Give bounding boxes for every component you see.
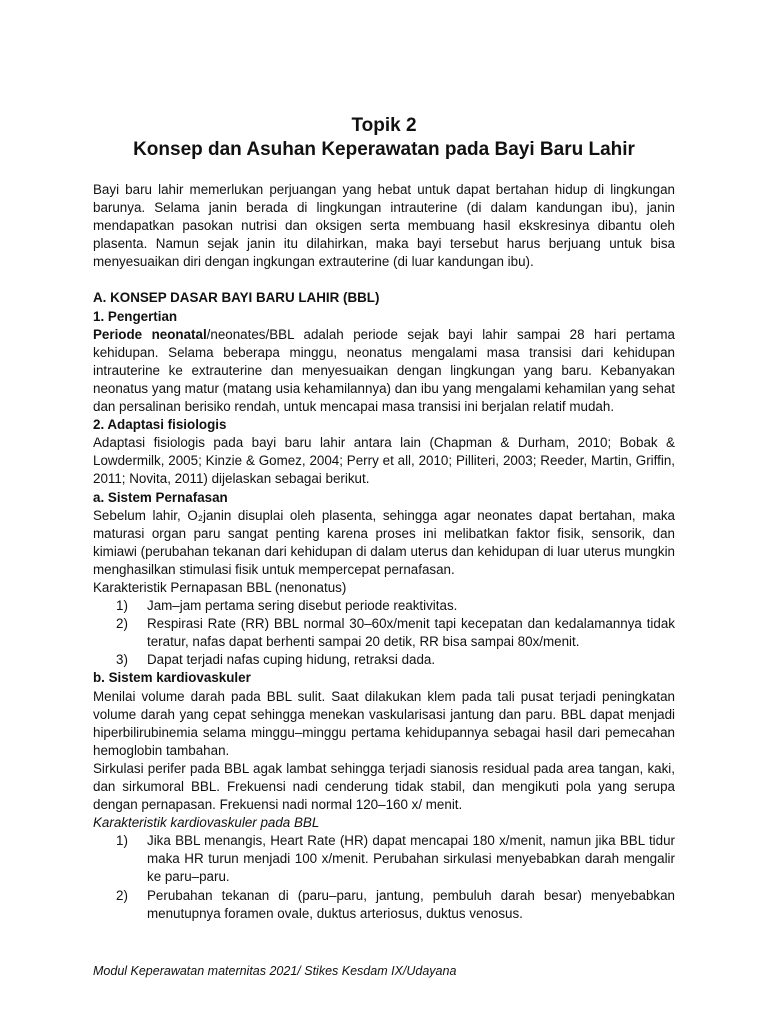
kardio-list-title: Karakteristik kardiovaskuler pada BBL xyxy=(93,815,320,831)
pernafasan-paragraph: Sebelum lahir, O₂janin disuplai oleh plasenta, sehingga agar neonates dapat bertahan, maka maturasi organ paru sangat penting karena proses ini melibatkan faktor fisik, sensorik, dan kimiawi (perubahan tekanan dari kehidupan di dalam uterus dan kehidupan di luar uterus mungkin menghasilkan stimulasi fisik untuk mempercepat pernafasan. xyxy=(93,507,675,577)
list-number: 1) xyxy=(116,833,128,849)
adaptasi-paragraph: Adaptasi fisiologis pada bayi baru lahir antara lain (Chapman & Durham, 2010; Bobak & Lowdermilk, 2005; Kinzie & Gomez, 2004; Perry et all, 2010; Pilliteri, 2003; Reeder, Martin, Griffin, 2011; Novita, 2011) dijelaskan sebagai berikut. xyxy=(93,435,675,487)
list-number: 1) xyxy=(116,598,128,614)
topic-number: Topik 2 xyxy=(351,115,417,136)
list-number: 3) xyxy=(116,652,128,668)
adaptasi-heading: 2. Adaptasi fisiologis xyxy=(93,417,227,433)
kardio-paragraph-2: Sirkulasi perifer pada BBL agak lambat sehingga terjadi sianosis residual pada area tangan, kaki, dan sirkumoral BBL. Frekuensi nadi cenderung tidak stabil, dan mengikuti pola yang serupa dengan pernapasan. Frekuensi nadi normal 120–160 x/ menit. xyxy=(93,760,675,813)
kardio-list xyxy=(93,832,675,922)
list-text: Jam–jam pertama sering disebut periode reaktivitas. xyxy=(147,598,458,614)
pengertian-paragraph xyxy=(93,326,675,416)
kardio-paragraph-1: Menilai volume darah pada BBL sulit. Saat dilakukan klem pada tali pusat terjadi peningkatan volume darah yang cepat sehingga menekan vaskularisasi jantung dan paru. BBL dapat menjadi hiperbilirubinemia selama minggu–minggu pertama kehidupannya sebagai hasil dari pemecahan hemoglobin tambahan. xyxy=(93,688,675,758)
list-item xyxy=(116,832,675,886)
kardio-heading: b. Sistem kardiovaskuler xyxy=(93,670,251,686)
list-number: 2) xyxy=(116,616,128,632)
list-item xyxy=(116,651,675,669)
list-item xyxy=(116,887,675,923)
pengertian-bold-lead: Periode neonatal xyxy=(93,326,207,342)
spacer xyxy=(93,271,675,289)
body-content xyxy=(93,181,675,923)
topic-title: Konsep dan Asuhan Keperawatan pada Bayi Baru Lahir xyxy=(133,139,635,160)
pernafasan-list xyxy=(93,597,675,669)
pernafasan-heading: a. Sistem Pernafasan xyxy=(93,489,228,505)
list-text: Perubahan tekanan di (paru–paru, jantung, pembuluh darah besar) menyebabkan menutupnya foramen ovale, duktus arteriosus, duktus venosus. xyxy=(147,887,675,921)
list-text: Dapat terjadi nafas cuping hidung, retraksi dada. xyxy=(147,652,436,668)
intro-paragraph: Bayi baru lahir memerlukan perjuangan yang hebat untuk dapat bertahan hidup di lingkungan barunya. Selama janin berada di lingkungan intrauterine (di dalam kandungan ibu), janin mendapatkan pasokan nutrisi dan oksigen serta membuang hasil ekskresinya dibantu oleh plasenta. Namun sejak janin itu dilahirkan, maka bayi tersebut harus berjuang untuk bisa menyesuaikan diri dengan ingkungan extrauterine (di luar kandungan ibu). xyxy=(93,182,675,270)
list-text: Jika BBL menangis, Heart Rate (HR) dapat mencapai 180 x/menit, namun jika BBL tidur maka HR turun menjadi 100 x/menit. Perubahan sirkulasi menyebabkan darah mengalir ke paru–paru. xyxy=(147,833,675,885)
list-text: Respirasi Rate (RR) BBL normal 30–60x/menit tapi kecepatan dan kedalamannya tidak teratur, nafas dapat berhenti sampai 20 detik, RR bisa sampai 80x/menit. xyxy=(147,616,675,650)
title-block xyxy=(0,114,768,162)
pengertian-heading: 1. Pengertian xyxy=(93,308,178,324)
section-a-heading: A. KONSEP DASAR BAYI BARU LAHIR (BBL) xyxy=(93,290,380,306)
list-item xyxy=(116,597,675,615)
pernafasan-list-title: Karakteristik Pernapasan BBL (nenonatus) xyxy=(93,579,347,595)
list-item xyxy=(116,615,675,651)
page-footer: Modul Keperawatan maternitas 2021/ Stikes Kesdam IX/Udayana xyxy=(93,964,457,978)
list-number: 2) xyxy=(116,887,128,903)
pengertian-text: /neonates/BBL adalah periode sejak bayi lahir sampai 28 hari pertama kehidupan. Selama beberapa minggu, neonatus mengalami masa transisi dari kehidupan intrauterine ke extrauterine dan menyesuaikan dengan lingkungan yang baru. Kebanyakan neonatus yang matur (matang usia kehamilannya) dan ibu yang mengalami kehamilan yang sehat dan persalinan berisiko rendah, untuk mencapai masa transisi ini berjalan relatif mudah. xyxy=(93,326,675,415)
